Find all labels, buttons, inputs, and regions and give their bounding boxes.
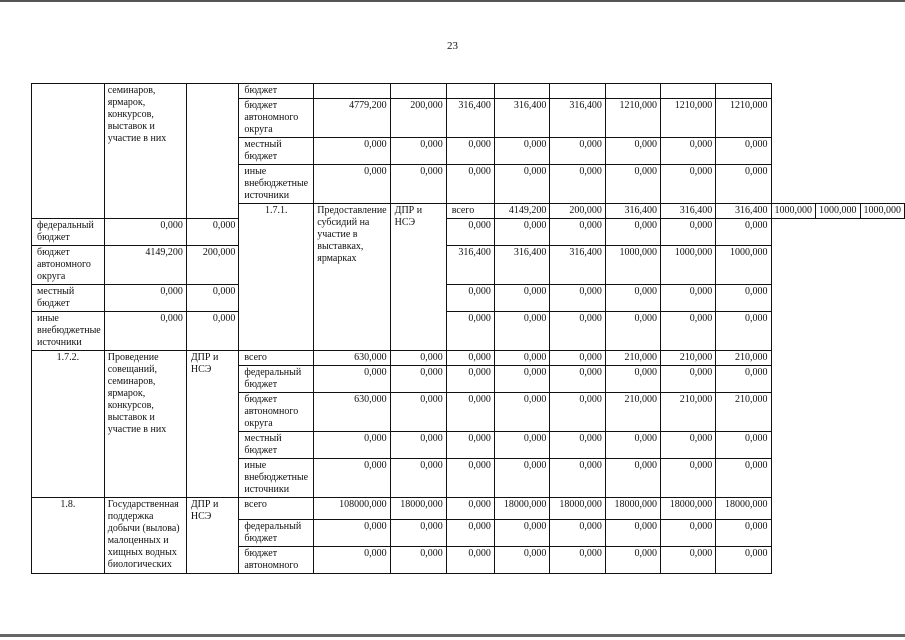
item-executor: ДПР и НСЭ xyxy=(186,351,239,498)
amount-cell: 630,000 xyxy=(314,393,390,432)
amount-cell: 0,000 xyxy=(605,459,660,498)
funding-source: бюджет автономного xyxy=(239,547,314,574)
amount-cell: 0,000 xyxy=(390,366,446,393)
table-row xyxy=(32,498,905,520)
amount-cell: 0,000 xyxy=(661,219,716,246)
amount-cell: 1210,000 xyxy=(661,99,716,138)
funding-source: всего xyxy=(239,498,314,520)
amount-cell: 316,400 xyxy=(661,204,716,219)
amount-cell: 0,000 xyxy=(716,285,771,312)
page-bottom-edge xyxy=(0,634,905,637)
amount-cell: 0,000 xyxy=(550,459,606,498)
amount-cell: 4149,200 xyxy=(494,204,550,219)
amount-cell: 0,000 xyxy=(661,366,716,393)
amount-cell: 316,400 xyxy=(550,99,606,138)
amount-cell xyxy=(446,84,494,99)
amount-cell: 210,000 xyxy=(716,393,771,432)
amount-cell: 0,000 xyxy=(314,366,390,393)
amount-cell: 0,000 xyxy=(494,219,550,246)
amount-cell: 1000,000 xyxy=(816,204,861,219)
amount-cell: 0,000 xyxy=(446,366,494,393)
amount-cell: 0,000 xyxy=(550,312,606,351)
amount-cell: 316,400 xyxy=(446,99,494,138)
amount-cell: 0,000 xyxy=(550,393,606,432)
amount-cell: 0,000 xyxy=(494,520,550,547)
amount-cell xyxy=(605,84,660,99)
amount-cell: 0,000 xyxy=(661,547,716,574)
amount-cell: 0,000 xyxy=(550,285,606,312)
amount-cell: 0,000 xyxy=(605,219,660,246)
table-row xyxy=(32,312,905,351)
amount-cell: 0,000 xyxy=(446,547,494,574)
funding-source: иные внебюджетные источники xyxy=(239,459,314,498)
funding-source: иные внебюджетные источники xyxy=(239,165,314,204)
amount-cell: 0,000 xyxy=(550,165,606,204)
amount-cell: 18000,000 xyxy=(390,498,446,520)
amount-cell: 0,000 xyxy=(446,432,494,459)
amount-cell: 18000,000 xyxy=(661,498,716,520)
amount-cell: 0,000 xyxy=(550,432,606,459)
amount-cell: 0,000 xyxy=(716,547,771,574)
amount-cell: 0,000 xyxy=(390,459,446,498)
funding-source: всего xyxy=(446,204,494,219)
amount-cell: 18000,000 xyxy=(494,498,550,520)
amount-cell: 18000,000 xyxy=(605,498,660,520)
amount-cell: 0,000 xyxy=(716,219,771,246)
amount-cell: 200,000 xyxy=(390,99,446,138)
funding-source: бюджет автономного округа xyxy=(239,99,314,138)
amount-cell: 210,000 xyxy=(605,393,660,432)
amount-cell: 1000,000 xyxy=(605,246,660,285)
amount-cell: 0,000 xyxy=(716,432,771,459)
amount-cell: 0,000 xyxy=(605,520,660,547)
amount-cell: 0,000 xyxy=(605,366,660,393)
item-code: 1.8. xyxy=(32,498,105,574)
amount-cell: 316,400 xyxy=(605,204,660,219)
funding-source: местный бюджет xyxy=(239,138,314,165)
table-row xyxy=(32,351,905,366)
amount-cell: 0,000 xyxy=(390,520,446,547)
amount-cell: 0,000 xyxy=(186,312,239,351)
amount-cell: 0,000 xyxy=(390,138,446,165)
amount-cell: 0,000 xyxy=(494,351,550,366)
item-name: Предоставление субсидий на участие в выставках, ярмарках xyxy=(314,204,390,351)
amount-cell: 1210,000 xyxy=(716,99,771,138)
item-name: Проведение совещаний, семинаров, ярмарок, конкурсов, выставок и участие в них xyxy=(104,351,186,498)
amount-cell: 1210,000 xyxy=(605,99,660,138)
item-name: семинаров, ярмарок, конкурсов, выставок и участие в них xyxy=(104,84,186,219)
amount-cell: 0,000 xyxy=(716,366,771,393)
funding-source: федеральный бюджет xyxy=(32,219,105,246)
amount-cell: 0,000 xyxy=(390,393,446,432)
amount-cell: 0,000 xyxy=(661,520,716,547)
amount-cell: 0,000 xyxy=(446,393,494,432)
amount-cell: 0,000 xyxy=(494,366,550,393)
amount-cell xyxy=(390,84,446,99)
amount-cell: 0,000 xyxy=(104,285,186,312)
amount-cell: 200,000 xyxy=(186,246,239,285)
amount-cell: 1000,000 xyxy=(661,246,716,285)
amount-cell: 0,000 xyxy=(494,459,550,498)
amount-cell: 0,000 xyxy=(104,312,186,351)
item-name: Государственная поддержка добычи (вылова) малоценных и хищных водных биологических xyxy=(104,498,186,574)
amount-cell: 200,000 xyxy=(550,204,606,219)
funding-source: бюджет xyxy=(239,84,314,99)
amount-cell: 18000,000 xyxy=(716,498,771,520)
amount-cell: 0,000 xyxy=(314,520,390,547)
amount-cell: 4149,200 xyxy=(104,246,186,285)
funding-source: иные внебюджетные источники xyxy=(32,312,105,351)
amount-cell: 316,400 xyxy=(716,204,771,219)
amount-cell: 210,000 xyxy=(661,351,716,366)
amount-cell: 18000,000 xyxy=(550,498,606,520)
table-row xyxy=(32,84,905,99)
amount-cell: 0,000 xyxy=(446,459,494,498)
page-number: 23 xyxy=(447,40,458,52)
funding-source: местный бюджет xyxy=(239,432,314,459)
amount-cell: 0,000 xyxy=(494,138,550,165)
amount-cell xyxy=(314,84,390,99)
table-row xyxy=(32,285,905,312)
amount-cell: 0,000 xyxy=(494,165,550,204)
amount-cell: 0,000 xyxy=(716,459,771,498)
amount-cell: 0,000 xyxy=(314,165,390,204)
amount-cell: 316,400 xyxy=(550,246,606,285)
amount-cell: 0,000 xyxy=(446,285,494,312)
amount-cell: 1000,000 xyxy=(716,246,771,285)
amount-cell: 0,000 xyxy=(446,165,494,204)
amount-cell xyxy=(494,84,550,99)
amount-cell: 0,000 xyxy=(550,219,606,246)
amount-cell: 0,000 xyxy=(605,547,660,574)
funding-source: местный бюджет xyxy=(32,285,105,312)
item-executor: ДПР и НСЭ xyxy=(390,204,446,351)
funding-source: бюджет автономного округа xyxy=(239,393,314,432)
amount-cell: 0,000 xyxy=(661,459,716,498)
amount-cell: 0,000 xyxy=(605,165,660,204)
funding-source: федеральный бюджет xyxy=(239,520,314,547)
item-code: 1.7.2. xyxy=(32,351,105,498)
amount-cell: 0,000 xyxy=(605,138,660,165)
amount-cell: 0,000 xyxy=(550,351,606,366)
budget-table xyxy=(31,83,905,574)
amount-cell: 108000,000 xyxy=(314,498,390,520)
table-row xyxy=(32,246,905,285)
amount-cell: 210,000 xyxy=(716,351,771,366)
amount-cell: 0,000 xyxy=(550,520,606,547)
amount-cell: 0,000 xyxy=(494,312,550,351)
amount-cell: 0,000 xyxy=(716,138,771,165)
page-top-edge xyxy=(0,0,905,2)
amount-cell: 0,000 xyxy=(550,547,606,574)
amount-cell: 0,000 xyxy=(314,138,390,165)
amount-cell: 1000,000 xyxy=(771,204,816,219)
amount-cell xyxy=(550,84,606,99)
amount-cell: 0,000 xyxy=(390,351,446,366)
amount-cell: 0,000 xyxy=(494,432,550,459)
amount-cell: 0,000 xyxy=(446,219,494,246)
amount-cell: 316,400 xyxy=(446,246,494,285)
amount-cell: 0,000 xyxy=(314,432,390,459)
amount-cell xyxy=(661,84,716,99)
amount-cell: 0,000 xyxy=(390,432,446,459)
funding-source: всего xyxy=(239,351,314,366)
amount-cell: 0,000 xyxy=(661,285,716,312)
amount-cell: 316,400 xyxy=(494,246,550,285)
amount-cell: 210,000 xyxy=(661,393,716,432)
amount-cell: 0,000 xyxy=(605,285,660,312)
funding-source: федеральный бюджет xyxy=(239,366,314,393)
amount-cell: 0,000 xyxy=(314,459,390,498)
amount-cell: 0,000 xyxy=(446,520,494,547)
amount-cell: 0,000 xyxy=(494,547,550,574)
amount-cell: 0,000 xyxy=(446,351,494,366)
amount-cell: 0,000 xyxy=(390,165,446,204)
amount-cell: 0,000 xyxy=(605,312,660,351)
amount-cell: 0,000 xyxy=(550,366,606,393)
amount-cell: 0,000 xyxy=(390,547,446,574)
amount-cell: 0,000 xyxy=(446,498,494,520)
amount-cell: 0,000 xyxy=(104,219,186,246)
amount-cell: 0,000 xyxy=(186,219,239,246)
amount-cell xyxy=(716,84,771,99)
amount-cell: 0,000 xyxy=(716,312,771,351)
funding-source: бюджет автономного округа xyxy=(32,246,105,285)
amount-cell: 1000,000 xyxy=(860,204,905,219)
amount-cell: 0,000 xyxy=(186,285,239,312)
amount-cell: 0,000 xyxy=(661,432,716,459)
amount-cell: 316,400 xyxy=(494,99,550,138)
amount-cell: 0,000 xyxy=(605,432,660,459)
amount-cell: 0,000 xyxy=(716,520,771,547)
amount-cell: 0,000 xyxy=(494,393,550,432)
amount-cell: 0,000 xyxy=(314,547,390,574)
amount-cell: 0,000 xyxy=(446,312,494,351)
amount-cell: 0,000 xyxy=(550,138,606,165)
table-row xyxy=(32,219,905,246)
amount-cell: 0,000 xyxy=(716,165,771,204)
amount-cell: 0,000 xyxy=(661,312,716,351)
amount-cell: 0,000 xyxy=(494,285,550,312)
amount-cell: 4779,200 xyxy=(314,99,390,138)
item-code xyxy=(32,84,105,219)
amount-cell: 0,000 xyxy=(446,138,494,165)
item-executor: ДПР и НСЭ xyxy=(186,498,239,574)
amount-cell: 210,000 xyxy=(605,351,660,366)
amount-cell: 0,000 xyxy=(661,165,716,204)
amount-cell: 630,000 xyxy=(314,351,390,366)
item-executor xyxy=(186,84,239,219)
amount-cell: 0,000 xyxy=(661,138,716,165)
item-code: 1.7.1. xyxy=(239,204,314,351)
